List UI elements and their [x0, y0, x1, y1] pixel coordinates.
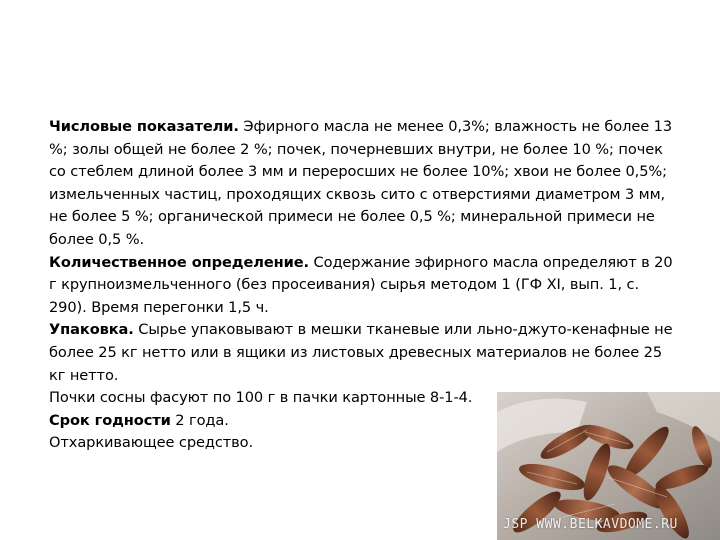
text-packaging: Сырье упаковывают в мешки тканевые или льно-джуто-кенафные не более 25 кг нетто или в ящики из листовых древесных материалов не более 25 кг нетто. — [49, 321, 673, 384]
paragraph-quantitative-determination — [49, 252, 679, 320]
text-numeric-indicators: Эфирного масла не менее 0,3%; влажность не более 13 %; золы общей не более 2 %; почек, почерневших внутри, не более 10 %; почек со стеблем длиной более 3 мм и переросших не более 10%; хвои не более 0,5%; измельченных частиц, проходящих сквозь сито с отверстиями диаметром 3 мм, не более 5 %; органической примеси не более 0,5 %; минеральной примеси не более 0,5 %. — [49, 118, 673, 248]
text-usage: Отхаркивающее средство. — [49, 434, 254, 452]
label-numeric-indicators: Числовые показатели. — [49, 118, 239, 135]
text-shelf-life: 2 года. — [170, 411, 229, 429]
paragraph-packaging — [49, 319, 679, 387]
paragraph-numeric-indicators — [49, 116, 679, 252]
text-quantitative-determination: Содержание эфирного масла определяют в 20 г крупноизмельченного (без просеивания) сырья методом 1 (ГФ XI, вып. 1, с. 290). Время перегонки 1,5 ч. — [49, 253, 673, 316]
label-packaging: Упаковка. — [49, 321, 134, 339]
pine-buds-photo — [497, 392, 720, 540]
label-quantitative-determination: Количественное определение. — [49, 253, 309, 271]
text-packing: Почки сосны фасуют по 100 г в пачки картонные 8-1-4. — [49, 389, 473, 407]
photo-watermark: JSP WWW.BELKAVDOME.RU — [503, 517, 678, 532]
label-shelf-life: Срок годности — [49, 411, 171, 429]
